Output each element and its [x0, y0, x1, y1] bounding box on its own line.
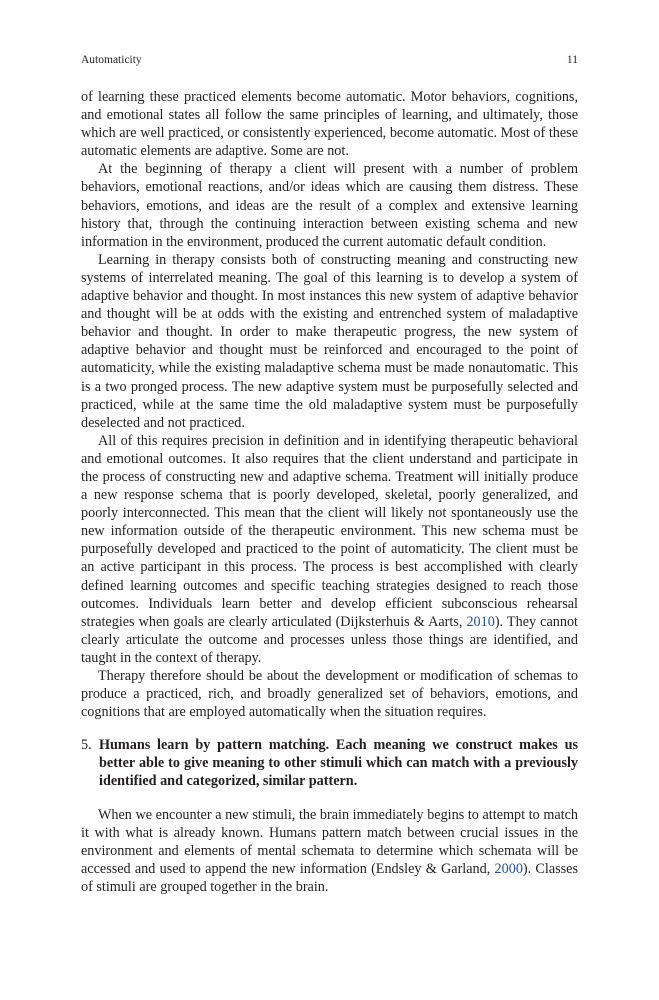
- paragraph-therapy-beginning: At the beginning of therapy a client will present with a number of problem behaviors, emotional reactions, and/or ideas which are causing them distress. These behaviors, emotions, and ideas are the result of a complex and extensive learning history that, through the continuing interaction between existing schema and new information in the environment, produced the current automatic default condition.: [81, 161, 578, 250]
- paragraph-text: ). Classes of stimuli are grouped together in the brain.: [81, 860, 578, 895]
- numbered-point: [81, 736, 578, 790]
- paragraph-text: When we encounter a new stimuli, the brain immediately begins to attempt to match it with what is already known. Humans pattern match between crucial issues in the environment and elements of mental schemata to determine which schemata will be accessed and used to append the new information (Endsley & Garland,: [81, 806, 578, 877]
- paragraph-pattern-matching: [81, 806, 578, 896]
- paragraph-therapy-therefore: Therapy therefore should be about the development or modification of schemas to produce a practiced, rich, and broadly generalized set of behaviors, emotions, and cognitions that are employed automatically when the situation requires.: [81, 668, 578, 721]
- citation-link[interactable]: 2010: [466, 613, 495, 630]
- body-text: [81, 88, 578, 896]
- citation-link[interactable]: 2000: [494, 860, 523, 877]
- point-number: 5.: [81, 737, 92, 754]
- paragraph-learning-in-therapy: Learning in therapy consists both of constructing meaning and constructing new systems of interrelated meaning. The goal of this learning is to develop a system of adaptive behavior and thought. In most instances this new system of adaptive behavior and thought will be at odds with the existing and entrenched system of maladaptive behavior and thought. In order to make therapeutic progress, the new system of adaptive behavior and thought must be reinforced and encouraged to the point of automaticity, while the existing maladaptive schema must be made nonautomatic. This is a two pronged process. The new adaptive system must be purposefully selected and practiced, while at the same time the old maladaptive system must be purposefully deselected and not practiced.: [81, 251, 578, 431]
- running-title: Automaticity: [81, 54, 142, 66]
- paragraph-text: All of this requires precision in definition and in identifying therapeutic behavioral and emotional outcomes. It also requires that the client understand and participate in the process of constructing new and adaptive schema. Treatment will initially produce a new response schema that is poorly developed, skeletal, poorly generalized, and poorly interconnected. This mean that the client will likely not spontaneously use the new information outside of the therapeutic environment. This new schema must be purposefully developed and practiced to the point of automaticity. The client must be an active participant in this process. The process is best accomplished with clearly defined learning outcomes and specific teaching strategies designed to reach those outcomes. Individuals learn better and develop efficient subconscious rehearsal strategies when goals are clearly articulated (Dijksterhuis & Aarts,: [81, 432, 578, 630]
- running-header: [81, 51, 578, 69]
- paragraph-text: ). They cannot clearly articulate the outcome and processes unless those things are identified, and taught in the context of therapy.: [81, 613, 578, 666]
- page-number: 11: [566, 54, 578, 66]
- point-heading: Humans learn by pattern matching. Each meaning we construct makes us better able to give meaning to other stimuli which can match with a previously identified and categorized, similar pattern.: [99, 737, 578, 790]
- paragraph-precision: [81, 432, 578, 667]
- paragraph-continued: of learning these practiced elements become automatic. Motor behaviors, cognitions, and emotional states all follow the same principles of learning, and ultimately, those which are well practiced, or consistently experienced, become automatic. Most of these automatic elements are adaptive. Some are not.: [81, 89, 578, 160]
